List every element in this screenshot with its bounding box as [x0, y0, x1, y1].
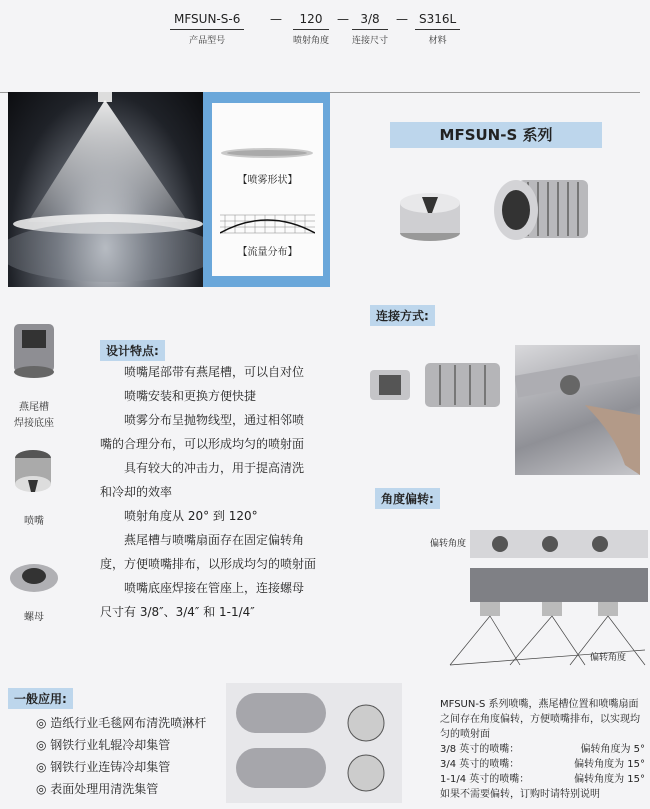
deflection-row: [440, 772, 645, 787]
connection-label: 连接方式:: [370, 305, 435, 326]
feature-line: 燕尾槽与喷嘴扇面存在固定偏转角: [124, 533, 305, 547]
nozzle-image: [10, 448, 56, 498]
material-code: S316L: [415, 12, 460, 30]
angle-label-top: 偏转角度: [430, 539, 467, 549]
application-item: ◎ 造纸行业毛毯网布清洗喷淋杆: [36, 716, 207, 730]
nozzle-size: 3/4 英寸的喷嘴：: [440, 759, 520, 770]
feature-line: 喷嘴安装和更换方便快捷: [124, 389, 257, 403]
nozzle-size: 1-1/4 英寸的喷嘴：: [440, 774, 530, 785]
feature-line: 喷嘴底座焊接在管座上，连接螺母: [124, 581, 305, 595]
flow-distribution-label: 【流量分布】: [237, 247, 298, 258]
deflection-description: [440, 697, 645, 802]
connection-parts-image: [365, 355, 505, 415]
design-features-text: [100, 360, 350, 624]
applications-title: 一般应用:: [8, 688, 73, 709]
feature-line: 具有较大的冲击力，用于提高清洗: [124, 461, 305, 475]
applications-list: [36, 712, 206, 800]
feature-line: 和冷却的效率: [100, 485, 173, 499]
feature-line: 喷射角度从 20° 到 120°: [124, 509, 258, 523]
installation-photo: [515, 345, 640, 475]
angle-code-part: [293, 12, 329, 46]
angle-section-title: 角度偏转:: [375, 488, 440, 509]
description-text: MFSUN-S 系列喷嘴，燕尾槽位置和喷嘴扇面之间存在角度偏转，方便喷嘴排布，以实现均匀的喷射面: [440, 699, 640, 740]
welding-base-image: [8, 320, 60, 380]
nozzle-tip-image: [392, 185, 470, 245]
application-illustration: [226, 683, 402, 803]
design-features-title: 设计特点:: [100, 340, 165, 361]
angle-label-bottom: 偏转角度: [590, 653, 627, 663]
nut-image: [8, 560, 60, 596]
deflection-row: [440, 757, 645, 772]
separator: —: [270, 12, 282, 26]
deflection-angle: 偏转角度为 5°: [580, 744, 645, 755]
material-code-part: [415, 12, 460, 46]
material-code-label: 材料: [428, 36, 447, 46]
separator: —: [337, 12, 349, 26]
nut-label: 螺母: [24, 612, 44, 623]
series-title: MFSUN-S 系列: [390, 122, 602, 148]
base-label-1: 燕尾槽: [19, 402, 49, 413]
feature-line: 尺寸有 3/8″、3/4″ 和 1-1/4″: [100, 605, 255, 619]
application-item: ◎ 钢铁行业连铸冷却集管: [36, 760, 171, 774]
model-code: MFSUN-S-6: [170, 12, 244, 30]
description-footer: 如果不需要偏转，订购时请特别说明: [440, 789, 600, 800]
deflection-angle: 偏转角度为 15°: [574, 774, 645, 785]
deflection-row: [440, 742, 645, 757]
threaded-base-image: [488, 170, 598, 250]
diagram-card: [212, 103, 323, 276]
size-code: 3/8: [352, 12, 388, 30]
feature-line: 嘴的合理分布，可以形成均匀的喷射面: [100, 437, 305, 451]
size-code-part: [352, 12, 388, 46]
spray-shape-figure: [220, 145, 315, 161]
nozzle-size: 3/8 英寸的喷嘴：: [440, 744, 520, 755]
application-item: ◎ 表面处理用清洗集管: [36, 782, 159, 796]
nozzle-label: 喷嘴: [24, 516, 44, 527]
angle-code: 120: [293, 12, 329, 30]
model-code-part: [170, 12, 244, 46]
base-label-2: 焊接底座: [14, 418, 54, 429]
flow-distribution-figure: [220, 213, 315, 235]
model-code-label: 产品型号: [189, 36, 226, 46]
feature-line: 度，方便喷嘴排布，以形成均匀的喷射面: [100, 557, 317, 571]
spray-shape-label: 【喷雾形状】: [237, 175, 298, 186]
angle-code-label: 喷射角度: [293, 36, 330, 46]
feature-line: 喷雾分布呈抛物线型，通过相邻喷: [124, 413, 305, 427]
size-code-label: 连接尺寸: [352, 36, 389, 46]
separator: —: [396, 12, 408, 26]
feature-line: 喷嘴尾部带有燕尾槽，可以自对位: [124, 365, 305, 379]
spray-photo: [8, 92, 203, 287]
deflection-angle: 偏转角度为 15°: [574, 759, 645, 770]
application-item: ◎ 钢铁行业轧辊冷却集管: [36, 738, 171, 752]
